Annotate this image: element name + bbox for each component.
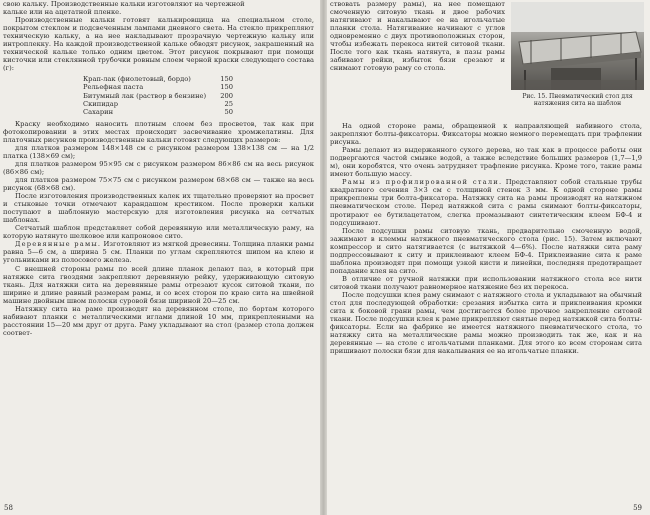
paragraph: Производственные кальки готовят калькировщица на специальном столе, покрытом стеклом и подсвеченным лампами дневного света. На стекло прикрепляют техническую кальку, а на нее накладывают прозрачную чертежную кальку или интроплекку. На каждой производственной кальке обводят рисунок, закрашенный на технической кальке только одним цветом. Этот рисунок покрывают при помощи кисточки или стеклянной трубочки ровным слоем черной краски следующего состава (г):: [3, 16, 314, 73]
recipe-row: Крап-лак (фиолетовый, бордо) 150: [83, 75, 233, 84]
figure-caption: Рис. 15. Пневматический стол для натяжения сита на шаблон: [522, 93, 633, 107]
paragraph: На одной стороне рамы, обращенной к направляющей набивного стола, закрепляют болты-фиксаторы. Фиксаторы можно немного перемещать при трафлении рисунка.: [330, 122, 642, 147]
section-heading: Деревянные рамы.: [15, 240, 102, 249]
recipe-row: Скипидар 25: [83, 99, 233, 108]
page-number: 59: [633, 503, 642, 512]
paragraph: Деревянные рамы. Изготовляют из мягкой древесины. Толщина планки рамы равна 5—6 см, а ширина 5 см. Планки по углам скрепляются шипом на клею и угольниками из полосового железа.: [3, 240, 314, 265]
right-top-column: [330, 0, 505, 72]
section-heading: Рамы из профилированной стали.: [342, 178, 503, 187]
page-number: 58: [4, 503, 13, 512]
paragraph: Натяжку сита на раме производят на деревянном столе, по бортам которого набивают планки с металлическими иглами длиной 10 мм, прикрепленными на расстоянии 15—20 мм друг от друга. Раму укладывают на стол (размер стола должен соответ-: [3, 304, 314, 337]
recipe-table: [3, 75, 233, 115]
right-text-column: [330, 122, 642, 355]
photo-illustration: [511, 2, 644, 90]
paragraph: После подсушки клея раму снимают с натяжного стола и укладывают на обычный стол для последующей обработки: срезания избытка сита и приклеивания кромки сита к боковой грани рамы, чем достигается более прочное закрепление ситовой ткани. После подсушки клея к раме прикрепляют снятые перед натяжкой сита болты-фиксаторы. Если на фабрике не имеется натяжного пневматического стола, то натяжку сита на металлические рамы можно производить так же, как и на деревянные — на столе с игольчатыми планками. Для этого ко всем сторонам сита пришивают полоски бязи для накалывания ее на игольчатые планки.: [330, 290, 642, 356]
text-line: кальке или на ацетатной пленке.: [3, 8, 122, 17]
paragraph: Краску необходимо наносить плотным слоем без просветов, так как при фотокопировании в этих местах происходит засвечивание хромжелатины. Для платочных рисунков производственные кальки готовят следующих размеров:: [3, 119, 314, 144]
pneumatic-table-photo: [511, 2, 644, 90]
paragraph: Рамы делают из выдержанного сухого дерева, но так как в процессе работы они подвергаются частой смывке водой, а также вследствие больших размеров (1,7—1,9 м), они коробятся, что очень затрудняет трафление рисунка. Кроме того, такие рамы имеют большую массу.: [330, 146, 642, 179]
paragraph: для платков размером 75×75 см с рисунком размером 68×68 см — также на весь рисунок (68×68 см).: [3, 175, 314, 193]
paragraph: ствовать размеру рамы), на нее помещают смоченную ситовую ткань и двое рабочих натягивают и накалывают ее на игольчатые планки стола. Натягивание начинают с углов одновременно с двух противоположных сторон, чтобы избежать перекоса нитей ситовой ткани. После того как ткань натянута, в пазы рамы забивают рейки, избыток бязи срезают и снимают готовую раму со стола.: [330, 0, 505, 73]
paragraph: В отличие от ручной натяжки при использовании натяжного стола все нити ситовой ткани получают равномерное натяжение без их перекоса.: [330, 274, 642, 291]
left-page: [0, 0, 320, 515]
figure-15: [511, 2, 644, 107]
right-page: [327, 0, 650, 515]
recipe-row: Сахарин 50: [83, 107, 233, 116]
recipe-row: Рельефная паста 150: [83, 83, 233, 92]
paragraph: После изготовления производственных калек их тщательно проверяют на просвет и стыковые точки отмечают карандашом крестиком. После проверки кальки поступают в шаблонную мастерскую для изготовления рисунка на сетчатых шаблонах.: [3, 192, 314, 225]
paragraph: С внешней стороны рамы по всей длине планок делают паз, в который при натяжке сита гвоздями закрепляют деревянную рейку, удерживающую ситовую ткань. Для натяжки сита на деревянные рамы отрезают кусок ситовой ткани, по ширине и длине равный размерам рамы, и со всех сторон по краю сита на швейной машине двойным швом полоски суровой бязи шириной 20—25 см.: [3, 264, 314, 305]
left-text-column: [3, 0, 314, 337]
paragraph: для платков размером 148×148 см с рисунком размером 138×138 см — на 1/2 платка (138×69 см);: [3, 143, 314, 160]
paragraph: После подсушки рамы ситовую ткань, предварительно смоченную водой, зажимают в клеммы натяжного пневматического стола (рис. 15). Затем включают компрессор и сито натягивается (с вытяжкой 4—6%). После натяжки сита раму подпрессовывают к ситу и приклеивают клеем БФ-4. Приклеивание сита к раме шаблона производят при помощи узкой кисти и линейки, последняя предотвращает попадание клея на сито.: [330, 226, 642, 275]
paragraph: Рамы из профилированной стали. Представляют собой стальные трубы квадратного сечения 3×3 см с толщиной стенок 3 мм. К одной стороне рамы прикреплены три болта-фиксатора. Натяжку сита на рамы производят на натяжном пневматическом столе. Перед натяжкой сита с рамы снимают болты-фиксаторы, протирают ее бутилацетатом, слегка промазывают синтетическим клеем БФ-4 и подсушивают.: [330, 178, 643, 227]
book-gutter: [320, 0, 327, 515]
paragraph: для платков размером 95×95 см с рисунком размером 86×86 см на весь рисунок (86×86 см);: [3, 159, 314, 176]
recipe-row: Битумный лак (раствор в бензине) 200: [83, 91, 233, 100]
text-line: свою кальку. Производственные кальки изготовляют на чертежной: [3, 0, 245, 8]
paragraph: Сетчатый шаблон представляет собой деревянную или металлическую раму, на которую натянуто шелковое или капроновое сито.: [3, 224, 314, 241]
